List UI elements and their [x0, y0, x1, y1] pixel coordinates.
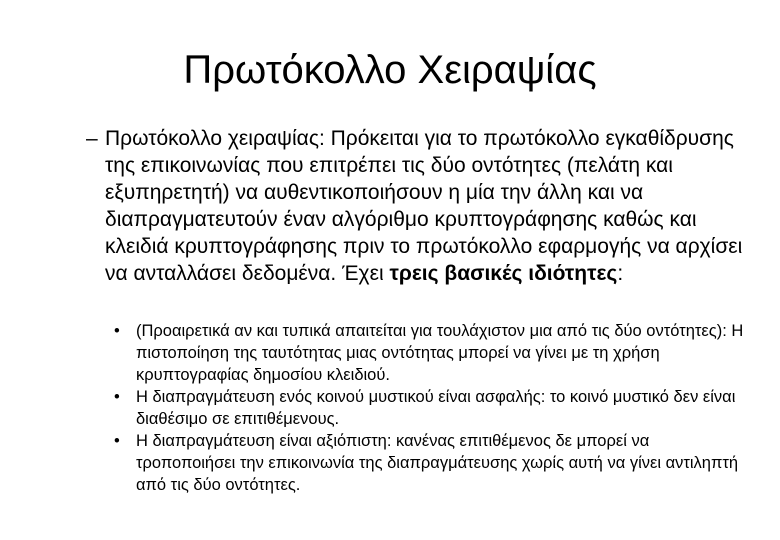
sub-bullet-list	[114, 320, 744, 496]
main-text-bold: τρεις βασικές ιδιότητες	[389, 262, 618, 285]
sub-bullet-item	[114, 320, 744, 386]
sub-bullet-item	[114, 386, 744, 430]
sub-bullet-text: Η διαπραγμάτευση ενός κοινού μυστικού είναι ασφαλής: το κοινό μυστικό δεν είναι διαθέσιμο σε επιτιθέμενους.	[136, 388, 736, 428]
slide-title: Πρωτόκολλο Χειραψίας	[183, 48, 597, 92]
dash-bullet: –	[86, 127, 98, 150]
main-text-before: Πρωτόκολλο χειραψίας: Πρόκειται για το πρωτόκολλο εγκαθίδρυσης της επικοινωνίας που επιτρέπει τις δύο οντότητες (πελάτη και εξυπηρετητή) να αυθεντικοποιήσουν η μία την άλλη και να διαπραγματευτούν έναν αλγόριθμο κρυπτογράφησης καθώς και κλειδιά κρυπτογράφησης πριν το πρωτόκολλο εφαρμογής να αρχίσει να ανταλλάσει δεδομένα. Έχει	[105, 127, 743, 285]
sub-bullet-text: Η διαπραγμάτευση είναι αξιόπιστη: κανένας επιτιθέμενος δε μπορεί να τροποποιήσει την επικοινωνία της διαπραγμάτευσης χωρίς αυτή να γίνει αντιληπτή από τις δύο οντότητες.	[136, 432, 739, 494]
main-bullet-text	[105, 125, 746, 287]
sub-bullet-item	[114, 430, 744, 496]
bullet-icon: •	[114, 432, 120, 450]
main-text-after: :	[617, 262, 624, 285]
bullet-icon: •	[114, 388, 120, 406]
main-bullet	[86, 125, 746, 287]
sub-bullet-text: (Προαιρετικά αν και τυπικά απαιτείται για τουλάχιστον μια από τις δύο οντότητες): Η πιστοποίηση της ταυτότητας μιας οντότητας μπορεί να γίνει με τη χρήση κρυπτογραφίας δημοσίου κλειδιού.	[136, 322, 744, 384]
bullet-icon: •	[114, 322, 120, 340]
